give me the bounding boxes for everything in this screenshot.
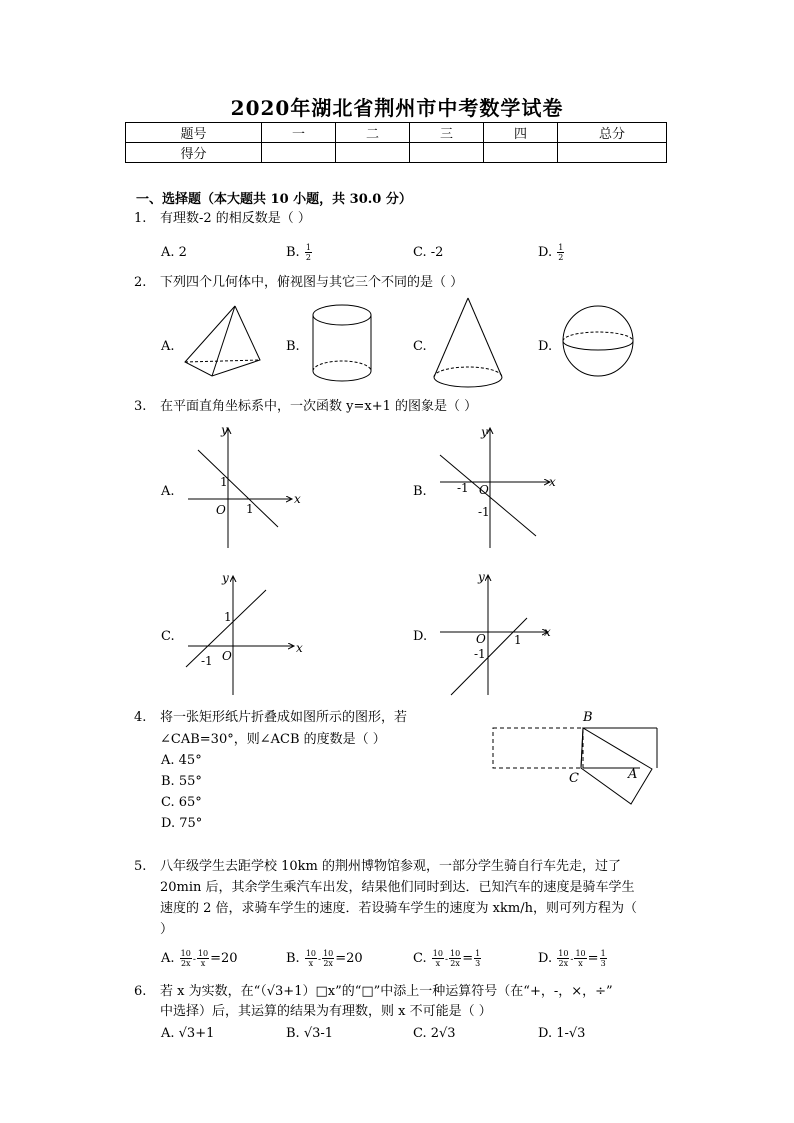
question-text-line3: 速度的 2 倍，求骑车学生的速度．若设骑车学生的速度为 xkm/h，则可列方程为（ (160, 901, 637, 916)
denominator: 2x (180, 959, 191, 968)
denominator: x (578, 959, 583, 968)
option-d[interactable] (538, 948, 608, 971)
numerator: 1 (600, 949, 606, 958)
option-label: B. (286, 245, 300, 260)
tick-label: -1 (474, 647, 486, 661)
cylinder-figure (313, 305, 371, 381)
header-cell: 题号 (126, 123, 262, 143)
axis-label-y: y (478, 570, 485, 584)
question-text-line1: 将一张矩形纸片折叠成如图所示的图形，若 (160, 710, 408, 725)
option-d[interactable]: D. (413, 629, 428, 644)
option-a[interactable]: A. √3+1 (161, 1026, 215, 1041)
question-text: 有理数-2 的相反数是（ ） (160, 211, 311, 226)
question-text-line2: 中选择）后，其运算的结果为有理数，则 x 不可能是（ ） (160, 1004, 492, 1019)
denominator: x (435, 959, 441, 968)
option-label: C. (413, 951, 427, 966)
numerator: 10 (450, 949, 461, 958)
fraction (557, 949, 569, 968)
axis-label-y: y (481, 425, 488, 439)
axis-label-x: x (296, 641, 303, 655)
solids-figures (0, 0, 794, 400)
option-label: D. (538, 951, 553, 966)
equals-value: =20 (335, 951, 363, 966)
operator: - (444, 955, 448, 965)
numerator: 1 (475, 949, 481, 958)
axis-label-x: x (294, 492, 301, 506)
tick-label: 1 (246, 502, 254, 516)
sphere-figure (563, 306, 633, 376)
graph-a (188, 428, 292, 548)
option-b[interactable]: B. (413, 484, 427, 499)
question-number: 1. (134, 211, 147, 226)
equals-value: =20 (210, 951, 238, 966)
folded-paper-figure (480, 700, 680, 810)
option-d[interactable]: D. 1-√3 (538, 1026, 586, 1041)
question-text: 在平面直角坐标系中，一次函数 y=x+1 的图象是（ ） (160, 399, 478, 414)
operator: = (462, 951, 474, 966)
operator: = (587, 951, 599, 966)
denominator: 3 (600, 959, 606, 968)
denominator: 2 (558, 253, 564, 262)
numerator: 10 (323, 949, 334, 958)
option-c[interactable] (413, 948, 482, 971)
option-c[interactable]: C. (161, 629, 175, 644)
fraction (474, 949, 481, 968)
graph-c (186, 576, 294, 695)
point-label-a: A (628, 767, 638, 782)
tick-label: 1 (220, 475, 228, 489)
numerator: 10 (558, 949, 569, 958)
denominator: 3 (475, 959, 481, 968)
option-b[interactable]: B. 55° (161, 774, 202, 789)
header-cell: 二 (336, 123, 410, 143)
option-a[interactable]: A. (161, 339, 175, 354)
tick-label: 1 (224, 610, 232, 624)
option-c[interactable]: C. 65° (161, 795, 202, 810)
option-c[interactable]: C. 2√3 (413, 1026, 456, 1041)
question-text-line2: ∠CAB=30°，则∠ACB 的度数是（ ） (160, 732, 386, 747)
numerator: 1 (305, 243, 311, 252)
header-cell: 四 (484, 123, 558, 143)
question-text-line1: 若 x 为实数，在“（√3+1）□x”的“□”中添上一种运算符号（在“+，-，×，÷” (160, 984, 613, 999)
origin-label: O (222, 649, 232, 663)
axis-label-y: y (222, 571, 229, 585)
option-b[interactable]: B. √3-1 (286, 1026, 334, 1041)
operator: - (318, 955, 322, 965)
point-label-b: B (583, 710, 593, 725)
pyramid-figure (185, 306, 260, 376)
tick-label: -1 (457, 481, 469, 495)
numerator: 10 (432, 949, 443, 958)
question-number: 3. (134, 399, 147, 414)
fraction (322, 949, 334, 968)
denominator: 2 (305, 253, 311, 262)
numerator: 10 (180, 949, 191, 958)
tick-label: 1 (514, 633, 522, 647)
question-text-line2: 20min 后，其余学生乘汽车出发，结果他们同时到达．已知汽车的速度是骑车学生 (160, 880, 635, 895)
question-text: 下列四个几何体中，俯视图与其它三个不同的是（ ） (160, 275, 464, 290)
fraction (600, 949, 607, 968)
numerator: 1 (558, 243, 564, 252)
denominator: 2x (323, 959, 333, 968)
option-label: D. (538, 245, 553, 260)
option-c[interactable]: C. (413, 339, 427, 354)
axis-label-y: y (221, 423, 228, 437)
option-a[interactable]: A. (161, 484, 175, 499)
option-d[interactable]: D. 75° (161, 816, 203, 831)
header-cell: 总分 (558, 123, 667, 143)
operator: - (570, 955, 574, 965)
origin-label: O (476, 632, 486, 646)
question-number: 6. (134, 984, 147, 999)
fraction (197, 949, 209, 968)
section-heading: 一、选择题（本大题共 10 小题，共 30.0 分） (136, 192, 412, 207)
option-a[interactable]: A. 2 (161, 245, 187, 260)
header-cell: 三 (410, 123, 484, 143)
tick-label: -1 (201, 654, 213, 668)
exam-title: 2020年湖北省荆州市中考数学试卷 (230, 96, 564, 120)
question-text-line1: 八年级学生去距学校 10km 的荆州博物馆参观，一部分学生骑自行车先走，过了 (160, 859, 622, 874)
numerator: 10 (305, 949, 317, 958)
graph-d (440, 575, 548, 695)
operator: - (192, 955, 196, 965)
option-d[interactable]: D. (538, 339, 553, 354)
denominator: x (308, 959, 314, 968)
option-a[interactable] (161, 948, 238, 971)
option-c[interactable]: C. -2 (413, 245, 444, 260)
denominator: 2x (450, 959, 460, 968)
option-label: A. (161, 951, 175, 966)
fraction (449, 949, 461, 968)
question-number: 2. (134, 275, 147, 290)
denominator: x (200, 959, 206, 968)
fraction (574, 949, 586, 968)
question-text-line4: ） (160, 922, 174, 937)
cone-figure (434, 298, 502, 387)
question-number: 4. (134, 710, 147, 725)
row-label: 得分 (126, 143, 262, 163)
header-cell: 一 (262, 123, 336, 143)
graph-figures (0, 410, 794, 710)
fraction (305, 949, 317, 968)
option-b[interactable]: B. (286, 339, 300, 354)
option-label: B. (286, 951, 300, 966)
axis-label-x: x (549, 475, 556, 489)
tick-label: -1 (478, 505, 490, 519)
fraction (432, 949, 444, 968)
question-number: 5. (134, 859, 147, 874)
option-a[interactable]: A. 45° (161, 753, 202, 768)
point-label-c: C (569, 771, 579, 786)
numerator: 10 (575, 949, 586, 958)
axis-label-x: x (544, 625, 551, 639)
numerator: 10 (197, 949, 209, 958)
fraction (180, 949, 192, 968)
origin-label: O (479, 483, 489, 497)
option-b[interactable] (286, 948, 363, 971)
origin-label: O (216, 503, 226, 517)
denominator: 2x (558, 959, 569, 968)
